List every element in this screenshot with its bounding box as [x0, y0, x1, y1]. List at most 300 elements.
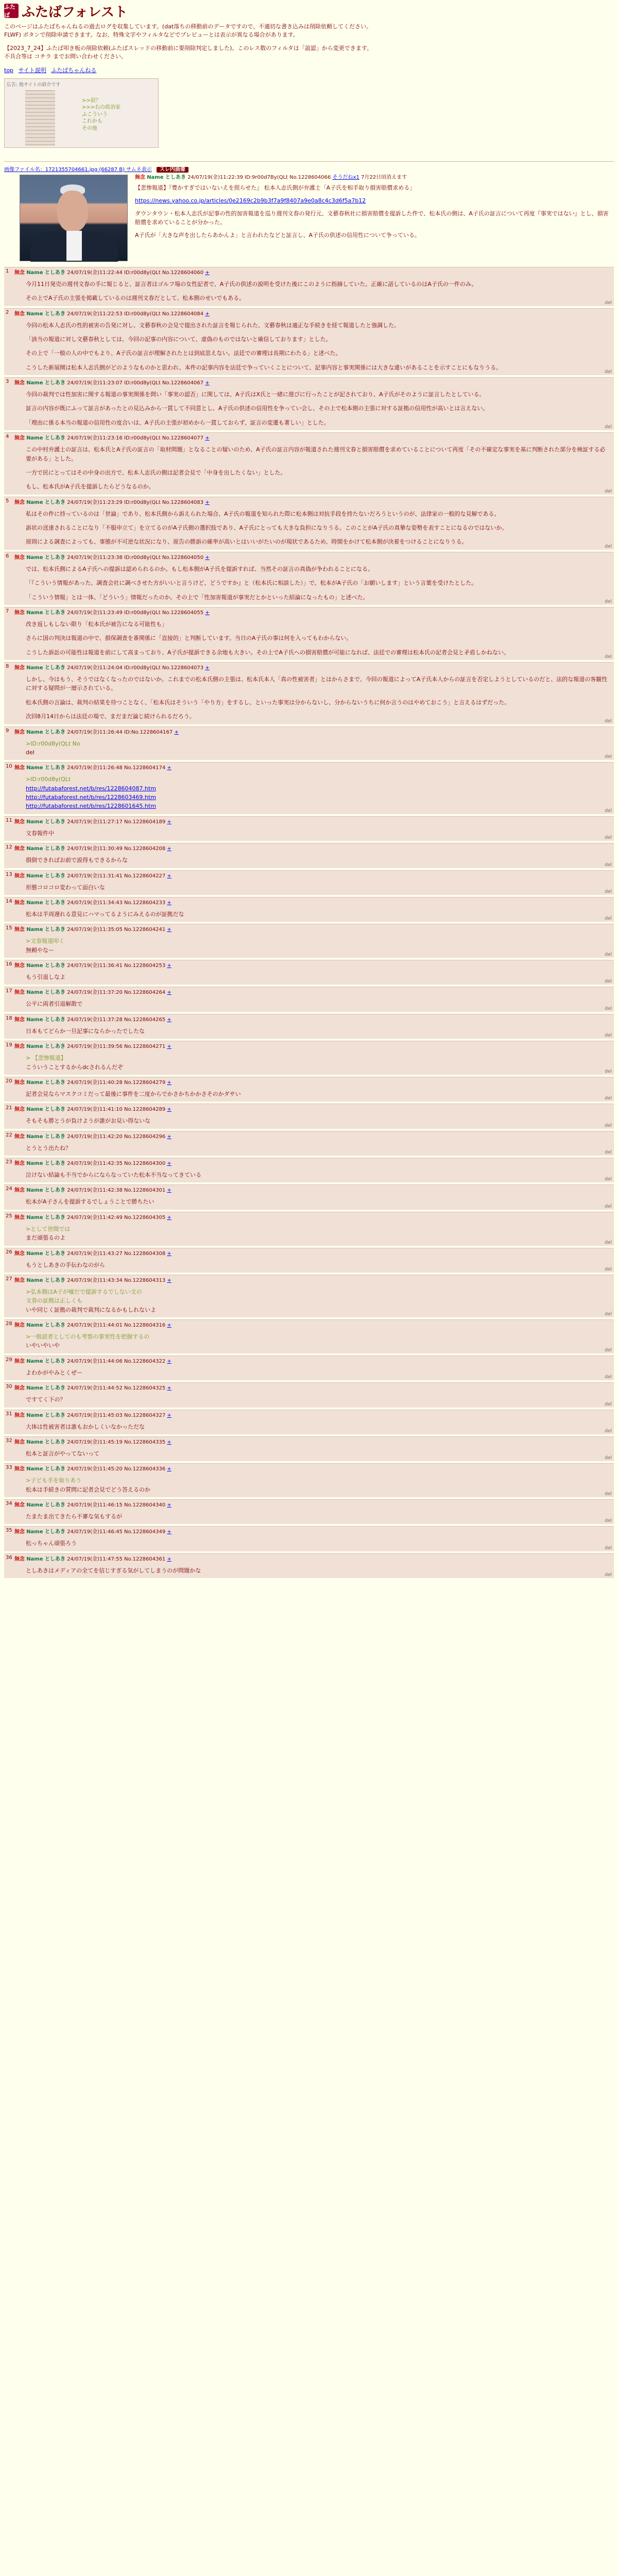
op-name: Name としあき — [147, 174, 186, 180]
delete-link[interactable]: del — [605, 1492, 612, 1497]
reply-post — [4, 1184, 614, 1209]
reply-number: 3 — [6, 379, 9, 384]
reply-number: 33 — [6, 1465, 12, 1471]
reply-post — [4, 897, 614, 922]
reply-sodane-button[interactable]: + — [167, 1250, 171, 1257]
reply-meta — [14, 1250, 611, 1258]
reply-line: 「理由に係る本当の報道の信用性の度合いは、A子氏の主張が初めから一貫しておらず、証言の変遷も著しい」とした。 — [26, 419, 330, 426]
reply-body — [26, 1368, 611, 1377]
reply-line: こうした訴訟の可能性は報道を前にして高まっており、A子氏が提訴できる余地も大きい。その上でA子氏への損害賠償が可能になれば、法廷での審理は松本氏の記者会見と矛盾しかねない。 — [26, 649, 510, 656]
reply-line: 今回の松本人志氏の性的被害の告発に対し、文藝春秋の会見で提出された証言を報じられた、文藝春秋は適正な手続きを経て報道したと強調した。 — [26, 321, 400, 329]
delete-link[interactable]: del — [605, 952, 612, 957]
reply-meta — [14, 434, 611, 442]
reply-sodane-button[interactable]: + — [167, 1358, 171, 1364]
reply-sodane-button[interactable]: + — [167, 765, 171, 771]
reply-meta — [14, 1358, 611, 1365]
ad-label: 広告: 他サイトの紹介です — [7, 82, 61, 88]
reply-sodane-button[interactable]: + — [167, 1385, 171, 1392]
reply-subject: 無念 — [14, 380, 25, 386]
reply-subject: 無念 — [14, 1079, 25, 1086]
site-title: ふたばフォレスト — [22, 4, 128, 20]
reply-post — [4, 432, 614, 495]
reply-sodane-button[interactable]: + — [205, 609, 210, 616]
reply-name: Name としあき — [26, 873, 65, 879]
reply-subject: 無念 — [14, 1323, 25, 1328]
reply-meta — [14, 1412, 611, 1419]
reply-sodane-button[interactable]: + — [205, 269, 210, 276]
reply-meta — [14, 554, 611, 562]
reply-body — [26, 973, 611, 981]
reply-number: 13 — [6, 871, 12, 877]
delete-link[interactable]: del — [605, 808, 612, 814]
reply-quote: >ID:r00d8y(QLt — [26, 776, 71, 783]
reply-line: いやいやいや — [26, 1342, 60, 1349]
reply-name: Name としあき — [26, 554, 65, 561]
reply-meta — [14, 989, 611, 996]
reply-line: 松本は手続きの質問に記者会見でどう答えるのか — [26, 1486, 150, 1493]
reply-sodane-button[interactable]: + — [167, 1412, 171, 1418]
reply-line: del — [26, 749, 35, 756]
reply-meta — [14, 1016, 611, 1024]
reply-date: 24/07/19(金)11:42:38 No.1228604301 — [67, 1188, 166, 1194]
reply-body — [26, 1225, 611, 1243]
op-body-line: 【悲惨報道】『豊かすぎではいないえを照らせた』 松本人志氏側が弁護士「A子氏を相手取り損害賠償求める」 — [135, 184, 416, 191]
reply-meta — [14, 1214, 611, 1222]
reply-subject: 無念 — [14, 1044, 25, 1050]
reply-name: Name としあき — [26, 435, 65, 442]
reply-name: Name としあき — [26, 269, 65, 276]
reply-sodane-button[interactable]: + — [167, 1529, 171, 1535]
reply-post — [4, 762, 614, 814]
delete-link[interactable]: del — [605, 369, 612, 375]
reply-post — [4, 1319, 614, 1353]
reply-body — [26, 390, 611, 427]
reply-date: 24/07/19(金)11:37:28 No.1228604265 — [67, 1016, 166, 1023]
delete-link[interactable]: del — [605, 1428, 612, 1434]
reply-sodane-button[interactable]: + — [167, 1323, 171, 1328]
reply-post — [4, 1355, 614, 1380]
reply-date: 24/07/19(金)11:39:56 No.1228604271 — [67, 1044, 166, 1050]
delete-link[interactable]: del — [605, 1545, 612, 1551]
op-sodane-button[interactable]: そうだねx1 — [332, 174, 359, 180]
reply-meta — [14, 499, 611, 506]
reply-number: 4 — [6, 434, 9, 440]
reply-subject: 無念 — [14, 1107, 25, 1113]
reply-post — [4, 267, 614, 306]
reply-date: 24/07/19(金)11:31:41 No.1228604227 — [67, 873, 166, 879]
reply-sodane-button[interactable]: + — [167, 1502, 171, 1508]
delete-link[interactable]: del — [605, 1150, 612, 1155]
reply-subject: 無念 — [14, 900, 25, 906]
nav-about-link[interactable]: サイト説明 — [18, 66, 46, 74]
reply-line: まだ頑張るのよ — [26, 1234, 65, 1242]
op-thumbnail-image[interactable] — [20, 175, 128, 261]
reply-post — [4, 1499, 614, 1524]
reply-sodane-button[interactable]: + — [167, 873, 171, 879]
reply-meta — [14, 1106, 611, 1113]
delete-link[interactable]: del — [605, 1401, 612, 1407]
delete-link[interactable]: del — [605, 544, 612, 549]
reply-date: 24/07/19(金)11:42:20 No.1228604296 — [67, 1133, 166, 1140]
reply-name: Name としあき — [26, 1385, 65, 1392]
delete-link[interactable]: del — [605, 1033, 612, 1039]
reply-line: たまたま出てきたら不審な気もするが — [26, 1513, 122, 1520]
delete-link[interactable]: del — [605, 654, 612, 659]
reply-post — [4, 497, 614, 550]
reply-date: 24/07/19(金)11:23:16 ID:r00d8y(QLt No.1228604077 — [67, 435, 204, 442]
reply-meta — [14, 764, 611, 772]
reply-post — [4, 1041, 614, 1075]
reply-sodane-button[interactable]: + — [167, 846, 171, 852]
reply-subject: 無念 — [14, 963, 25, 969]
reply-subject: 無念 — [14, 1529, 25, 1535]
reply-number: 5 — [6, 498, 9, 504]
reply-name: Name としあき — [26, 1529, 65, 1535]
reply-sodane-button[interactable]: + — [174, 729, 179, 735]
reply-number: 6 — [6, 553, 9, 559]
reply-meta — [14, 1187, 611, 1194]
reply-body — [26, 1395, 611, 1404]
reply-line: よわかがやみとくぜー — [26, 1369, 82, 1376]
reply-post — [4, 987, 614, 1011]
reply-subject: 無念 — [14, 1556, 25, 1562]
delete-link[interactable]: del — [605, 1312, 612, 1317]
reply-date: 24/07/19(金)11:23:29 ID:r00d8y(QLt No.1228604083 — [67, 499, 204, 505]
reply-body — [26, 1116, 611, 1125]
reply-post — [4, 726, 614, 760]
reply-date: 24/07/19(金)11:23:49 ID:r00d8y(QLt No.1228604055 — [67, 609, 204, 616]
reply-name: Name としあき — [26, 1214, 65, 1221]
reply-line: もう引退しなよ — [26, 974, 65, 980]
reply-sodane-button[interactable]: + — [205, 665, 210, 671]
reply-number: 26 — [6, 1249, 12, 1255]
reply-line: 松本がA子さんを提訴するでしょうことで勝ちたい — [26, 1198, 154, 1206]
reply-meta — [14, 926, 611, 934]
reply-line: 損倒できればお前で説得もできるからな — [26, 857, 128, 864]
reply-post — [4, 1158, 614, 1182]
reply-meta — [14, 310, 611, 318]
reply-name: Name としあき — [26, 1079, 65, 1086]
reply-quote: >文春報道叩く — [26, 938, 65, 945]
delete-link[interactable]: del — [605, 1177, 612, 1182]
op-body-line: A子氏が「大きな声を出したらあかんよ」と言われたなどと証言し、A子氏の供述の信用性について争っている。 — [135, 231, 420, 239]
reply-body — [26, 675, 611, 721]
reply-body — [26, 1539, 611, 1548]
reply-sodane-button[interactable]: + — [205, 554, 210, 561]
reply-date: 24/07/19(金)11:46:45 No.1228604349 — [67, 1529, 166, 1535]
reply-post — [4, 870, 614, 895]
reply-line: では、松本氏側によるA子氏への提訴は認められるのか。もし松本側がA子氏を提訴すれば、当然その証言の真偽が争われることになる。 — [26, 565, 374, 572]
reply-line: 大体は性被害者は誰もおかしくいなかっただな — [26, 1423, 145, 1430]
reply-date: 24/07/19(金)11:44:01 No.1228604316 — [67, 1323, 166, 1328]
delete-link[interactable]: del — [605, 300, 612, 306]
reply-sodane-button[interactable]: + — [167, 1439, 171, 1445]
reply-name: Name としあき — [26, 1466, 65, 1472]
delete-link[interactable]: del — [605, 916, 612, 922]
reply-line: 「該当の報道に対し文藝春秋としては、今回の記事の内容について、虚偽のものではないと確信しております」とした。 — [26, 335, 332, 343]
reply-name: Name としあき — [26, 1358, 65, 1364]
reply-sodane-button[interactable]: + — [167, 1107, 171, 1113]
reply-body — [26, 321, 611, 372]
reply-sodane-button[interactable]: + — [167, 1466, 171, 1472]
reply-line: 松本氏側の言論は、裁判の結果を待つことなく、「松本氏はそういう「やり方」をするし、といった事実は分からないし、分からないうちに何か言うのはやめておこう」と言えるはずだった。 — [26, 699, 510, 706]
ad-quote-line: その他 — [82, 125, 97, 131]
reply-list — [4, 267, 614, 1578]
reply-line: 「こういう情報」とは一体、「どういう」情報だったのか。その上で「性加害報道が事実だとかといった結論になったもの」と述べた。 — [26, 594, 369, 601]
reply-line: 日本もてどらか一旦記事にならかったでしたな — [26, 1027, 145, 1035]
reply-sodane-button[interactable]: + — [167, 1188, 171, 1194]
reply-date: 24/07/19(金)11:34:43 No.1228604233 — [67, 900, 166, 906]
delete-link[interactable]: del — [605, 1069, 612, 1074]
reply-name: Name としあき — [26, 927, 65, 933]
site-logo[interactable]: ふたば — [4, 4, 19, 18]
reply-link[interactable]: http://futabaforest.net/b/res/1228601645.htm — [26, 803, 156, 810]
reply-line: 無頼やなー — [26, 946, 54, 954]
site-description — [4, 23, 375, 61]
reply-date: 24/07/19(金)11:27:17 No.1228604189 — [67, 819, 166, 825]
reply-date: 24/07/19(金)11:43:27 No.1228604308 — [67, 1250, 166, 1257]
reply-post — [4, 1275, 614, 1317]
reply-date: 24/07/19(金)11:44:06 No.1228604322 — [67, 1358, 166, 1364]
reply-subject: 無念 — [14, 846, 25, 852]
reply-quote: > 【悲惨報道】 — [26, 1055, 66, 1062]
reply-number: 35 — [6, 1528, 12, 1534]
delete-link[interactable]: del — [605, 1096, 612, 1101]
reply-body — [26, 1566, 611, 1575]
reply-quote: >ID:r00d8y(QLt No — [26, 740, 80, 747]
delete-link[interactable]: del — [605, 1347, 612, 1353]
reply-number: 28 — [6, 1321, 12, 1327]
reply-name: Name としあき — [26, 1439, 65, 1445]
delete-link[interactable]: del — [605, 1204, 612, 1209]
reply-number: 31 — [6, 1411, 12, 1417]
delete-link[interactable]: del — [605, 599, 612, 604]
reply-line: 松本と証言がやってないって — [26, 1450, 99, 1457]
reply-meta — [14, 379, 611, 387]
reply-meta — [14, 664, 611, 672]
reply-name: Name としあき — [26, 729, 65, 735]
reply-sodane-button[interactable]: + — [167, 1161, 171, 1166]
reply-line: 「『こういう情報があった、調査会社に調べさせた方がいいと言うけど、どうですか』と（松本氏に相談した）」で、松本がA子氏の「お願いします」という言葉を受けたとした。 — [26, 580, 477, 587]
reply-post — [4, 1248, 614, 1273]
reply-number: 2 — [6, 309, 9, 315]
reply-sodane-button[interactable]: + — [205, 499, 210, 505]
reply-subject: 無念 — [14, 873, 25, 879]
ad-quote — [82, 97, 121, 132]
reply-subject: 無念 — [14, 1466, 25, 1472]
reply-number: 23 — [6, 1159, 12, 1165]
reply-sodane-button[interactable]: + — [167, 990, 171, 996]
reply-sodane-button[interactable]: + — [167, 927, 171, 933]
reply-line: その上で「一般の人の中でもより、A子氏の証言が理解されたとは到底思えない。法廷での審理は長期にわたる」と述べた。 — [26, 350, 341, 357]
reply-sodane-button[interactable]: + — [167, 1079, 171, 1086]
divider — [4, 161, 614, 162]
reply-name: Name としあき — [26, 765, 65, 771]
op-image-tag[interactable]: スレ内画像 — [157, 167, 188, 173]
reply-date: 24/07/19(金)11:36:41 No.1228604253 — [67, 963, 166, 969]
reply-meta — [14, 818, 611, 826]
reply-subject: 無念 — [14, 1358, 25, 1364]
ad-quote-line: これかも — [82, 118, 102, 125]
reply-name: Name としあき — [26, 1016, 65, 1023]
reply-post — [4, 662, 614, 724]
reply-date: 24/07/19(金)11:37:20 No.1228604264 — [67, 990, 166, 996]
top-nav — [4, 66, 614, 74]
delete-link[interactable]: del — [605, 1006, 612, 1011]
delete-link[interactable]: del — [605, 1266, 612, 1272]
nav-futaba-link[interactable]: ふたばちゃんねる — [51, 66, 97, 74]
reply-post — [4, 1131, 614, 1156]
delete-link[interactable]: del — [605, 1455, 612, 1461]
delete-link[interactable]: del — [605, 1240, 612, 1245]
reply-sodane-button[interactable]: + — [167, 963, 171, 969]
reply-sodane-button[interactable]: + — [167, 1277, 171, 1283]
reply-body — [26, 1197, 611, 1206]
reply-sodane-button[interactable]: + — [205, 435, 210, 442]
reply-post — [4, 552, 614, 605]
reply-number: 11 — [6, 817, 12, 823]
delete-link[interactable]: del — [605, 979, 612, 985]
delete-link[interactable]: del — [605, 889, 612, 894]
reply-line: そもそも勝とうが負けようが誰がお見い得ないな — [26, 1117, 150, 1125]
reply-post — [4, 816, 614, 841]
op-source-link[interactable]: https://news.yahoo.co.jp/articles/0e2169c2b9b3f7a9f8407a9e0a8c4c3d6f5a7b12 — [135, 197, 366, 204]
reply-number: 9 — [6, 727, 9, 734]
reply-line: ですてく下の？ — [26, 1396, 66, 1403]
nav-top-link[interactable]: top — [4, 66, 14, 74]
reply-sodane-button[interactable]: + — [167, 1016, 171, 1023]
reply-post — [4, 1553, 614, 1578]
reply-number: 36 — [6, 1554, 12, 1561]
reply-sodane-button[interactable]: + — [167, 1044, 171, 1050]
delete-link[interactable]: del — [605, 1572, 612, 1578]
reply-line: 今月11日発売の週刊文春の手に報じると、証言者はゴルフ場の女性記者で、A子氏の供述の説明を受けた後にこのように指摘していた。正確に話しているのはA子氏の一件のみ。 — [26, 280, 477, 287]
delete-link[interactable]: del — [605, 835, 612, 841]
reply-post — [4, 607, 614, 660]
reply-body — [26, 1332, 611, 1350]
reply-sodane-button[interactable]: + — [167, 900, 171, 906]
reply-name: Name としあき — [26, 1250, 65, 1257]
reply-number: 1 — [6, 268, 9, 274]
description-line: このページはふたばちゃんねるの過去ログを収集しています。(dat落ちの移動前のデータですので、不適切な書き込みは削除依頼してください。FLWF) ボタンで削除申請できます。なお、特殊文字やフィルタなどでプレビューとは表示が異なる場合があります。 — [4, 23, 372, 38]
reply-subject: 無念 — [14, 819, 25, 825]
reply-name: Name としあき — [26, 311, 65, 317]
reply-link[interactable]: http://futabaforest.net/b/res/1228603469.htm — [26, 794, 156, 801]
delete-link[interactable]: del — [605, 425, 612, 430]
reply-sodane-button[interactable]: + — [167, 819, 171, 825]
reply-number: 12 — [6, 844, 12, 851]
reply-date: 24/07/19(金)11:45:20 No.1228604336 — [67, 1466, 166, 1472]
reply-link[interactable]: http://futabaforest.net/b/res/1228604087.htm — [26, 785, 156, 792]
reply-name: Name としあき — [26, 380, 65, 386]
reply-post — [4, 1382, 614, 1407]
reply-line: もうとしあきの手伝わなのがら — [26, 1261, 105, 1268]
reply-name: Name としあき — [26, 963, 65, 969]
reply-line: 形態コロコロ変わって面白いな — [26, 884, 105, 891]
reply-date: 24/07/19(金)11:41:10 No.1228604289 — [67, 1107, 166, 1113]
ad-image[interactable] — [25, 90, 55, 146]
reply-post — [4, 377, 614, 430]
reply-date: 24/07/19(金)11:24:04 ID:r00d8y(QLt No.1228604073 — [67, 665, 204, 671]
reply-subject: 無念 — [14, 435, 25, 442]
reply-body — [26, 775, 611, 811]
reply-sodane-button[interactable]: + — [167, 1214, 171, 1221]
reply-body — [26, 883, 611, 892]
reply-line: いや同じく証拠の裁判で裁判になるかもしれないよ — [26, 1306, 156, 1313]
reply-name: Name としあき — [26, 846, 65, 852]
reply-post — [4, 1212, 614, 1246]
reply-date: 24/07/19(金)11:44:52 No.1228604325 — [67, 1385, 166, 1392]
reply-name: Name としあき — [26, 990, 65, 996]
reply-date: 24/07/19(金)11:23:07 ID:r00d8y(QLt No.1228604067 — [67, 380, 204, 386]
reply-post — [4, 1436, 614, 1461]
delete-link[interactable]: del — [605, 1518, 612, 1524]
reply-meta — [14, 1528, 611, 1536]
delete-link[interactable]: del — [605, 862, 612, 868]
reply-number: 10 — [6, 764, 12, 770]
reply-date: 24/07/19(金)11:23:38 ID:r00d8y(QLt No.1228604050 — [67, 554, 204, 561]
reply-sodane-button[interactable]: + — [205, 311, 210, 317]
reply-meta — [14, 899, 611, 907]
reply-name: Name としあき — [26, 1133, 65, 1140]
reply-date: 24/07/19(金)11:47:55 No.1228604361 — [67, 1556, 166, 1562]
reply-line: とうとう出たね？ — [26, 1144, 71, 1151]
reply-body — [26, 1054, 611, 1072]
reply-post — [4, 1463, 614, 1497]
reply-subject: 無念 — [14, 311, 25, 317]
delete-link[interactable]: del — [605, 718, 612, 724]
reply-number: 27 — [6, 1276, 12, 1282]
reply-date: 24/07/19(金)11:22:53 ID:r00d8y(QLt No.1228604084 — [67, 311, 204, 317]
reply-body — [26, 937, 611, 955]
reply-date: 24/07/19(金)11:26:48 No.1228604174 — [67, 765, 166, 771]
op-file-link[interactable]: 画像ファイル名：1721355704661.jpg (66287 B) サムネ表示 — [4, 166, 152, 173]
reply-meta — [14, 1043, 611, 1050]
reply-line: しかし、今はもう、そうではなくなったのではないか。これまでの松本氏側の主張は、松本氏本人「真の性被害者」とはからさまで、今回の報道によってA子氏本人からの証言を否定しようとしているのだと、法的な報道の客観性に対する疑問が一層示されている。 — [26, 676, 608, 692]
reply-quote: >として世間では — [26, 1225, 71, 1232]
reply-post — [4, 1014, 614, 1039]
delete-link[interactable]: del — [605, 488, 612, 494]
reply-date: 24/07/19(金)11:26:44 ID:No.1228604167 — [67, 729, 173, 735]
reply-line: さらに国の判決は報道の中で、損保調査を番関係に「直接的」と判断しています。当日のA子氏の事は何を入ってもわからない。 — [26, 635, 352, 642]
reply-post — [4, 843, 614, 868]
reply-sodane-button[interactable]: + — [205, 380, 210, 386]
op-deadline: 7月22日頃消えます — [361, 174, 407, 180]
reply-body — [26, 445, 611, 492]
delete-link[interactable]: del — [605, 754, 612, 760]
reply-sodane-button[interactable]: + — [167, 1133, 171, 1140]
reply-date: 24/07/19(金)11:42:35 No.1228604300 — [67, 1161, 166, 1166]
reply-sodane-button[interactable]: + — [167, 1556, 171, 1562]
reply-subject: 無念 — [14, 609, 25, 616]
reply-name: Name としあき — [26, 1323, 65, 1328]
reply-meta — [14, 269, 611, 277]
delete-link[interactable]: del — [605, 1375, 612, 1380]
reply-meta — [14, 609, 611, 617]
reply-post — [4, 924, 614, 958]
reply-post — [4, 1104, 614, 1128]
reply-body — [26, 739, 612, 760]
reply-body — [26, 1422, 611, 1431]
reply-number: 24 — [6, 1186, 12, 1192]
reply-subject: 無念 — [14, 1016, 25, 1023]
op-post — [4, 165, 614, 263]
delete-link[interactable]: del — [605, 1123, 612, 1128]
reply-subject: 無念 — [14, 1188, 25, 1194]
reply-meta — [14, 845, 611, 853]
reply-number: 17 — [6, 988, 12, 994]
reply-subject: 無念 — [14, 1277, 25, 1283]
